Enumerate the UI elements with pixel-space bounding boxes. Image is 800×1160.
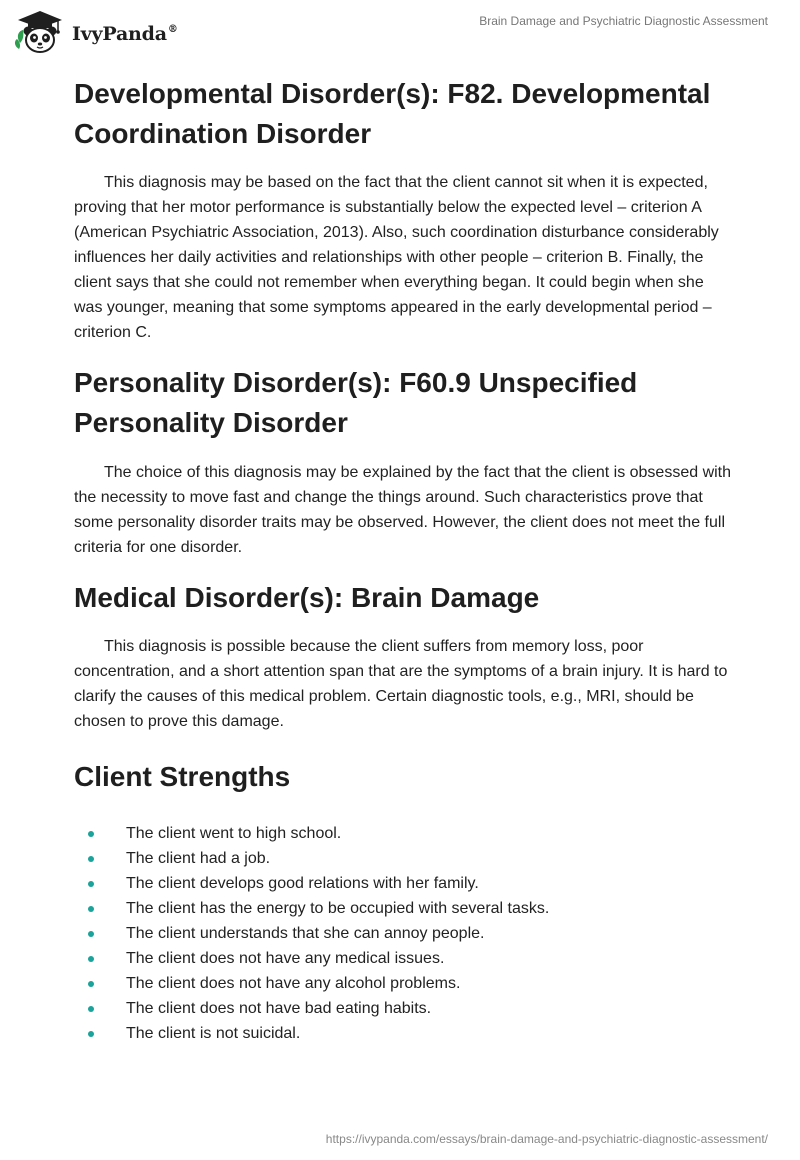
list-item (74, 921, 734, 946)
list-item (74, 846, 734, 871)
bullet-icon (88, 931, 94, 937)
heading-client-strengths: Client Strengths (74, 761, 291, 792)
bullet-icon (88, 956, 94, 962)
heading-medical-disorder: Medical Disorder(s): Brain Damage (74, 582, 540, 613)
bullet-icon (88, 906, 94, 912)
bullet-icon (88, 1006, 94, 1012)
list-item (74, 821, 734, 846)
list-item (74, 996, 734, 1021)
source-url[interactable]: https://ivypanda.com/essays/brain-damage-and-psychiatric-diagnostic-assessment/ (325, 1132, 768, 1146)
bullet-icon (88, 981, 94, 987)
brand-name (72, 23, 178, 45)
list-item-text: The client is not suicidal. (126, 1025, 301, 1042)
bullet-icon (88, 856, 94, 862)
list-item-text: The client had a job. (126, 850, 271, 867)
running-title: Brain Damage and Psychiatric Diagnostic Assessment (479, 14, 768, 28)
strengths-list (74, 821, 734, 1046)
list-item (74, 1021, 734, 1046)
list-item-text: The client has the energy to be occupied with several tasks. (126, 900, 550, 917)
list-item (74, 871, 734, 896)
list-item (74, 971, 734, 996)
registered-mark: ® (167, 24, 178, 35)
ivypanda-logo[interactable] (14, 9, 178, 55)
list-item-text: The client went to high school. (126, 825, 342, 842)
list-item-text: The client does not have any alcohol problems. (126, 975, 461, 992)
panda-graduate-icon (14, 9, 66, 55)
heading-developmental-disorder: Developmental Disorder(s): F82. Developmental Coordination Disorder (74, 78, 711, 149)
page-header (0, 0, 800, 60)
list-item-text: The client understands that she can annoy people. (126, 925, 485, 942)
heading-personality-disorder: Personality Disorder(s): F60.9 Unspecified Personality Disorder (74, 367, 638, 438)
bullet-icon (88, 831, 94, 837)
bullet-icon (88, 1031, 94, 1037)
paragraph-developmental-disorder: This diagnosis may be based on the fact that the client cannot sit when it is expected, proving that her motor performance is substantially below the expected level – criterion A (American Psychiatric Association, 2013). Also, such coordination disturbance considerably influences her daily activities and relationships with other people – criterion B. Finally, the client says that she could not remember when everything began. It could begin when she was younger, meaning that some symptoms appeared in the early developmental period – criterion C. (74, 174, 719, 341)
list-item-text: The client develops good relations with her family. (126, 875, 479, 892)
list-item (74, 946, 734, 971)
bullet-icon (88, 881, 94, 887)
list-item-text: The client does not have bad eating habits. (126, 1000, 432, 1017)
paragraph-personality-disorder: The choice of this diagnosis may be explained by the fact that the client is obsessed with the necessity to move fast and change the things around. Such characteristics prove that some personality disorder traits may be observed. However, the client does not meet the full criteria for one disorder. (74, 464, 732, 556)
essay-content (74, 74, 734, 1046)
list-item (74, 896, 734, 921)
brand-name-text: IvyPanda (72, 23, 167, 45)
paragraph-medical-disorder: This diagnosis is possible because the client suffers from memory loss, poor concentration, and a short attention span that are the symptoms of a brain injury. It is hard to clarify the causes of this medical problem. Certain diagnostic tools, e.g., MRI, should be chosen to prove this damage. (74, 638, 728, 730)
list-item-text: The client does not have any medical issues. (126, 950, 445, 967)
